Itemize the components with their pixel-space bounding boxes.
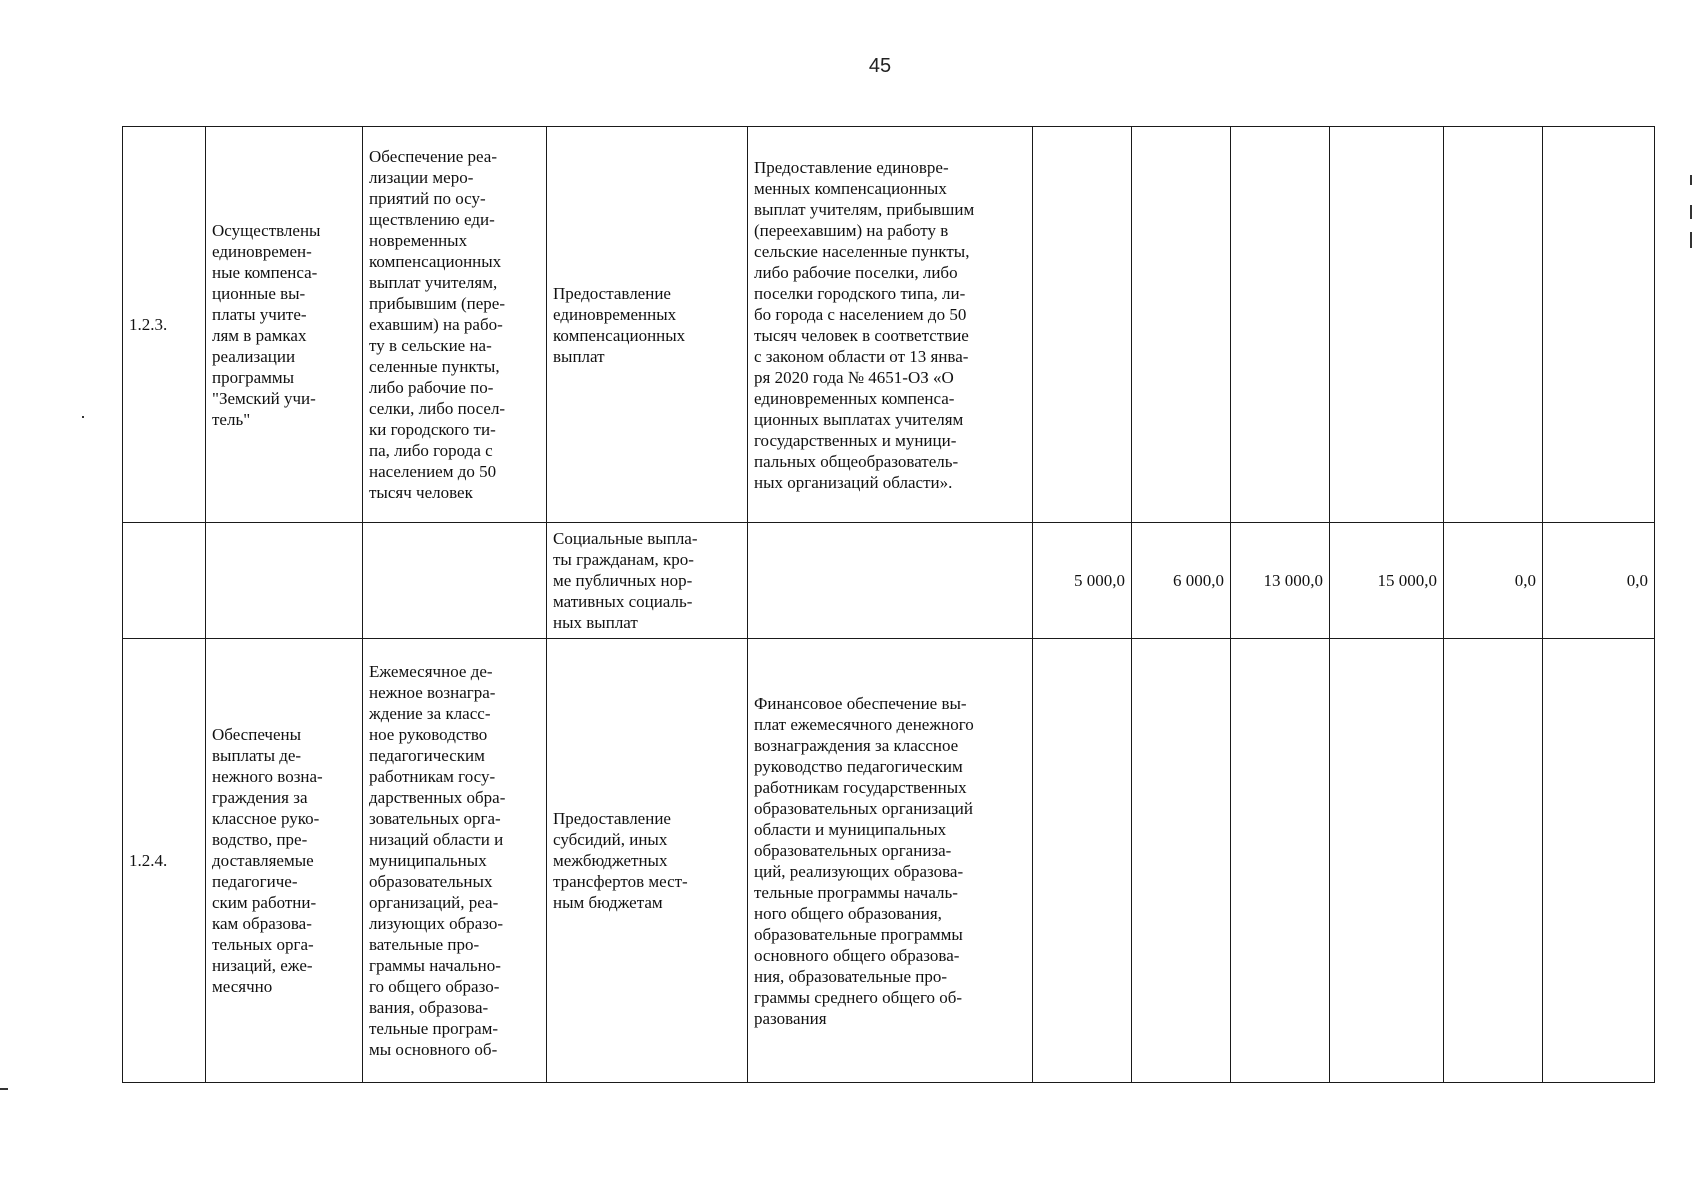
description-cell: Предоставление единовре- менных компенсационных выплат учителям, прибывшим (переехавшим) на работу в сельские населенные пункты, либо рабочие поселки, либо поселки городского типа, ли- бо города с населением до 50 тысяч человек в соответствие с законом области от 13 янва- ря 2020 года № 4651-ОЗ «О единовременных компенса- ционных выплатах учителям государственных и муници- пальных общеобразователь- ных организаций области». xyxy=(748,127,1033,523)
value-cell xyxy=(1543,639,1655,1083)
empty-cell xyxy=(363,523,547,639)
value-cell xyxy=(1033,639,1132,1083)
empty-cell xyxy=(748,523,1033,639)
value-cell xyxy=(1444,127,1543,523)
row-code: 1.2.3. xyxy=(123,127,206,523)
value-cell xyxy=(1231,639,1330,1083)
scan-margin-mark xyxy=(82,416,84,418)
value-cell: 6 000,0 xyxy=(1132,523,1231,639)
value-cell xyxy=(1033,127,1132,523)
value-cell: 5 000,0 xyxy=(1033,523,1132,639)
direction-cell: Предоставление единовременных компенсационных выплат xyxy=(547,127,748,523)
measure-cell: Обеспечение реа- лизации меро- приятий по осу- ществлению еди- новременных компенсационных выплат учителям, прибывшим (пере- ехавшим) на рабо- ту в сельские на- селенные пункты, либо рабочие по- селки, либо посел- ки городского ти- па, либо города с населением до 50 тысяч человек xyxy=(363,127,547,523)
table-row-expenses xyxy=(123,523,1655,639)
scan-margin-mark xyxy=(1690,232,1692,248)
expense-type-cell: Социальные выпла- ты гражданам, кро- ме публичных нор- мативных социаль- ных выплат xyxy=(547,523,748,639)
empty-cell xyxy=(123,523,206,639)
direction-cell: Предоставление субсидий, иных межбюджетных трансфертов мест- ным бюджетам xyxy=(547,639,748,1083)
row-code: 1.2.4. xyxy=(123,639,206,1083)
program-table xyxy=(122,126,1655,1083)
measure-cell: Ежемесячное де- нежное вознагра- ждение за класс- ное руководство педагогическим работникам госу- дарственных обра- зовательных орга- низаций области и муниципальных образовательных организаций, реа- лизующих образо- вательные про- граммы начально- го общего образо- вания, образова- тельные програм- мы основного об- xyxy=(363,639,547,1083)
value-cell xyxy=(1543,127,1655,523)
table-row-1-2-3 xyxy=(123,127,1655,523)
value-cell: 0,0 xyxy=(1543,523,1655,639)
value-cell xyxy=(1330,127,1444,523)
value-cell xyxy=(1444,639,1543,1083)
scan-margin-mark xyxy=(0,1088,8,1090)
value-cell xyxy=(1132,639,1231,1083)
description-cell: Финансовое обеспечение вы- плат ежемесячного денежного вознаграждения за классное руководство педагогическим работникам государственных образовательных организаций области и муниципальных образовательных организа- ций, реализующих образова- тельные программы началь- ного общего образования, образовательные программы основного общего образова- ния, образовательные про- граммы среднего общего об- разования xyxy=(748,639,1033,1083)
value-cell: 15 000,0 xyxy=(1330,523,1444,639)
scan-margin-mark xyxy=(1690,175,1692,185)
empty-cell xyxy=(206,523,363,639)
value-cell xyxy=(1330,639,1444,1083)
value-cell xyxy=(1231,127,1330,523)
page-number: 45 xyxy=(868,55,892,77)
result-cell: Обеспечены выплаты де- нежного возна- граждения за классное руко- водство, пре- доставляемые педагогиче- ским работни- кам образова- тельных орга- низаций, еже- месячно xyxy=(206,639,363,1083)
value-cell: 0,0 xyxy=(1444,523,1543,639)
scan-margin-mark xyxy=(1690,205,1692,219)
value-cell: 13 000,0 xyxy=(1231,523,1330,639)
value-cell xyxy=(1132,127,1231,523)
result-cell: Осуществлены единовремен- ные компенса- ционные вы- платы учите- лям в рамках реализации программы "Земский учи- тель" xyxy=(206,127,363,523)
table-row-1-2-4 xyxy=(123,639,1655,1083)
